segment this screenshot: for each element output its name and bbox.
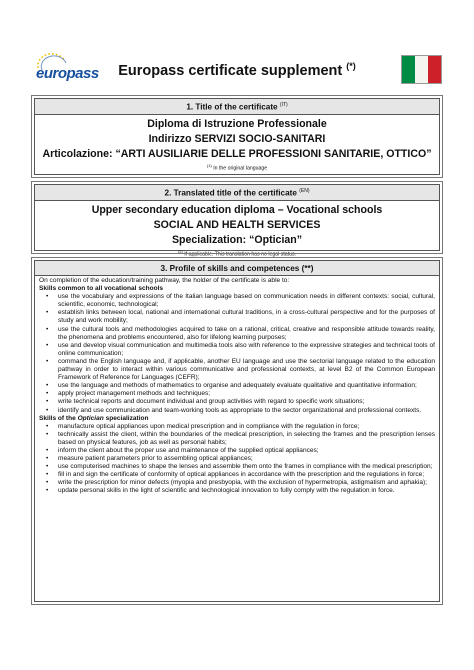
flag-white-stripe (415, 56, 428, 83)
section1-note-mark: (1) (206, 162, 212, 168)
section-profile-of-skills (34, 260, 440, 602)
list-item: • apply project management methods and techniques; (58, 390, 435, 398)
section2-note-text: If applicable. This translation has no legal status. (184, 251, 297, 258)
translated-title-line-3: Specialization: “Optician” (171, 233, 303, 246)
title-text: Europass certificate supplement (118, 62, 343, 79)
section2-heading-mark: (EN) (299, 188, 310, 194)
list-item: • use the cultural tools and methodologies acquired to take on a rational, critical, creative and responsible attitude towards reality, the phenomena and problems encountered, also for lifelong learning purposes; (58, 326, 435, 342)
section2-note-mark: (2) (177, 248, 183, 254)
skills-profile-body (35, 276, 439, 496)
section3-heading: 3. Profile of skills and competences (**) (35, 261, 439, 276)
italian-flag-icon (401, 55, 442, 84)
section1-note (35, 162, 439, 174)
logo-text: europass (36, 65, 99, 82)
list-item: • identify and use communication and team-working tools as appropriate to the sector organizational and professional contexts. (58, 407, 435, 415)
list-item: • inform the client about the proper use and maintenance of the supplied optical appliances; (58, 447, 435, 455)
list-item: • measure patient parameters prior to assembling optical appliances; (58, 455, 435, 463)
list-item: • use and develop visual communication and multimedia tools also with reference to the expressive strategies and technical tools of online communication; (58, 342, 435, 358)
list-item: • establish links between local, national and international cultural traditions, in a cross-cultural perspective and for the purposes of study and work mobility; (58, 309, 435, 325)
section-translated-title (34, 184, 440, 258)
section1-heading (35, 99, 439, 115)
specialization-skills-heading (39, 415, 435, 423)
spec-heading-name: Optician (77, 414, 104, 422)
flag-green-stripe (402, 56, 415, 83)
original-title-line-2: Indirizzo SERVIZI SOCIO-SANITARI (148, 132, 326, 145)
list-item: • manufacture optical appliances upon medical prescription and in compliance with the regulation in force; (58, 423, 435, 431)
common-skills-list (39, 293, 435, 414)
section1-heading-text: 1. Title of the certificate (186, 102, 278, 112)
profile-intro: On completion of the education/training pathway, the holder of the certificate is able to: (39, 277, 290, 284)
list-item: • write the prescription for minor defects (myopia and presbyopia, with the exclusion of hypermetropia, astigmatism and aphakia); (58, 479, 435, 487)
translated-title-line-2: SOCIAL AND HEALTH SERVICES (153, 218, 321, 231)
specialization-skills-list (39, 423, 435, 496)
list-item: • use the vocabulary and expressions of the Italian language based on communication needs in different contexts: social, cultural, scientific, economic, technological; (58, 293, 435, 309)
spec-heading-prefix: Skills of the (39, 414, 78, 422)
list-item: • use computerised machines to shape the lenses and assemble them onto the frames in compliance with the medical prescription; (58, 463, 435, 471)
list-item: • technically assist the client, within the boundaries of the medical prescription, in selecting the frames and the prescription lenses based on physical features, job as well as personal habits; (58, 431, 435, 447)
common-skills-heading: Skills common to all vocational schools (39, 285, 164, 293)
flag-red-stripe (428, 56, 441, 83)
list-item: • write technical reports and document individual and group activities with regard to specific work situations; (58, 398, 435, 406)
translated-title-line-1: Upper secondary education diploma – Vocational schools (91, 203, 383, 216)
section2-note (35, 248, 439, 260)
section1-note-text: In the original language (213, 165, 268, 172)
spec-heading-suffix: specialization (103, 414, 149, 422)
list-item: • fill in and sign the certificate of conformity of optical appliances in accordance with the prescription and the regulations in force; (58, 471, 435, 479)
title-footnote-mark: (*) (346, 61, 356, 71)
section1-heading-mark: (IT) (279, 102, 288, 108)
section2-heading-text: 2. Translated title of the certificate (164, 188, 297, 198)
original-title-line-3: Articolazione: “ARTI AUSILIARIE DELLE PROFESSIONI SANITARIE, OTTICO” (42, 147, 432, 160)
section-title-of-certificate (34, 98, 440, 175)
list-item: • update personal skills in the light of scientific and technological innovation to fully comply with the regulation in force. (58, 487, 435, 495)
list-item: • use the language and methods of mathematics to organise and adequately evaluate qualitative and quantitative information; (58, 382, 435, 390)
section2-heading (35, 185, 439, 201)
page-header (0, 0, 474, 95)
original-title-line-1: Diploma di Istruzione Professionale (147, 117, 327, 130)
list-item: • command the English language and, if applicable, another EU language and use the sectorial language related to the education pathway in order to interact within various communicative and professional contexts, at level B2 of the Common European Framework of Reference for Languages (CEFR); (58, 358, 435, 382)
